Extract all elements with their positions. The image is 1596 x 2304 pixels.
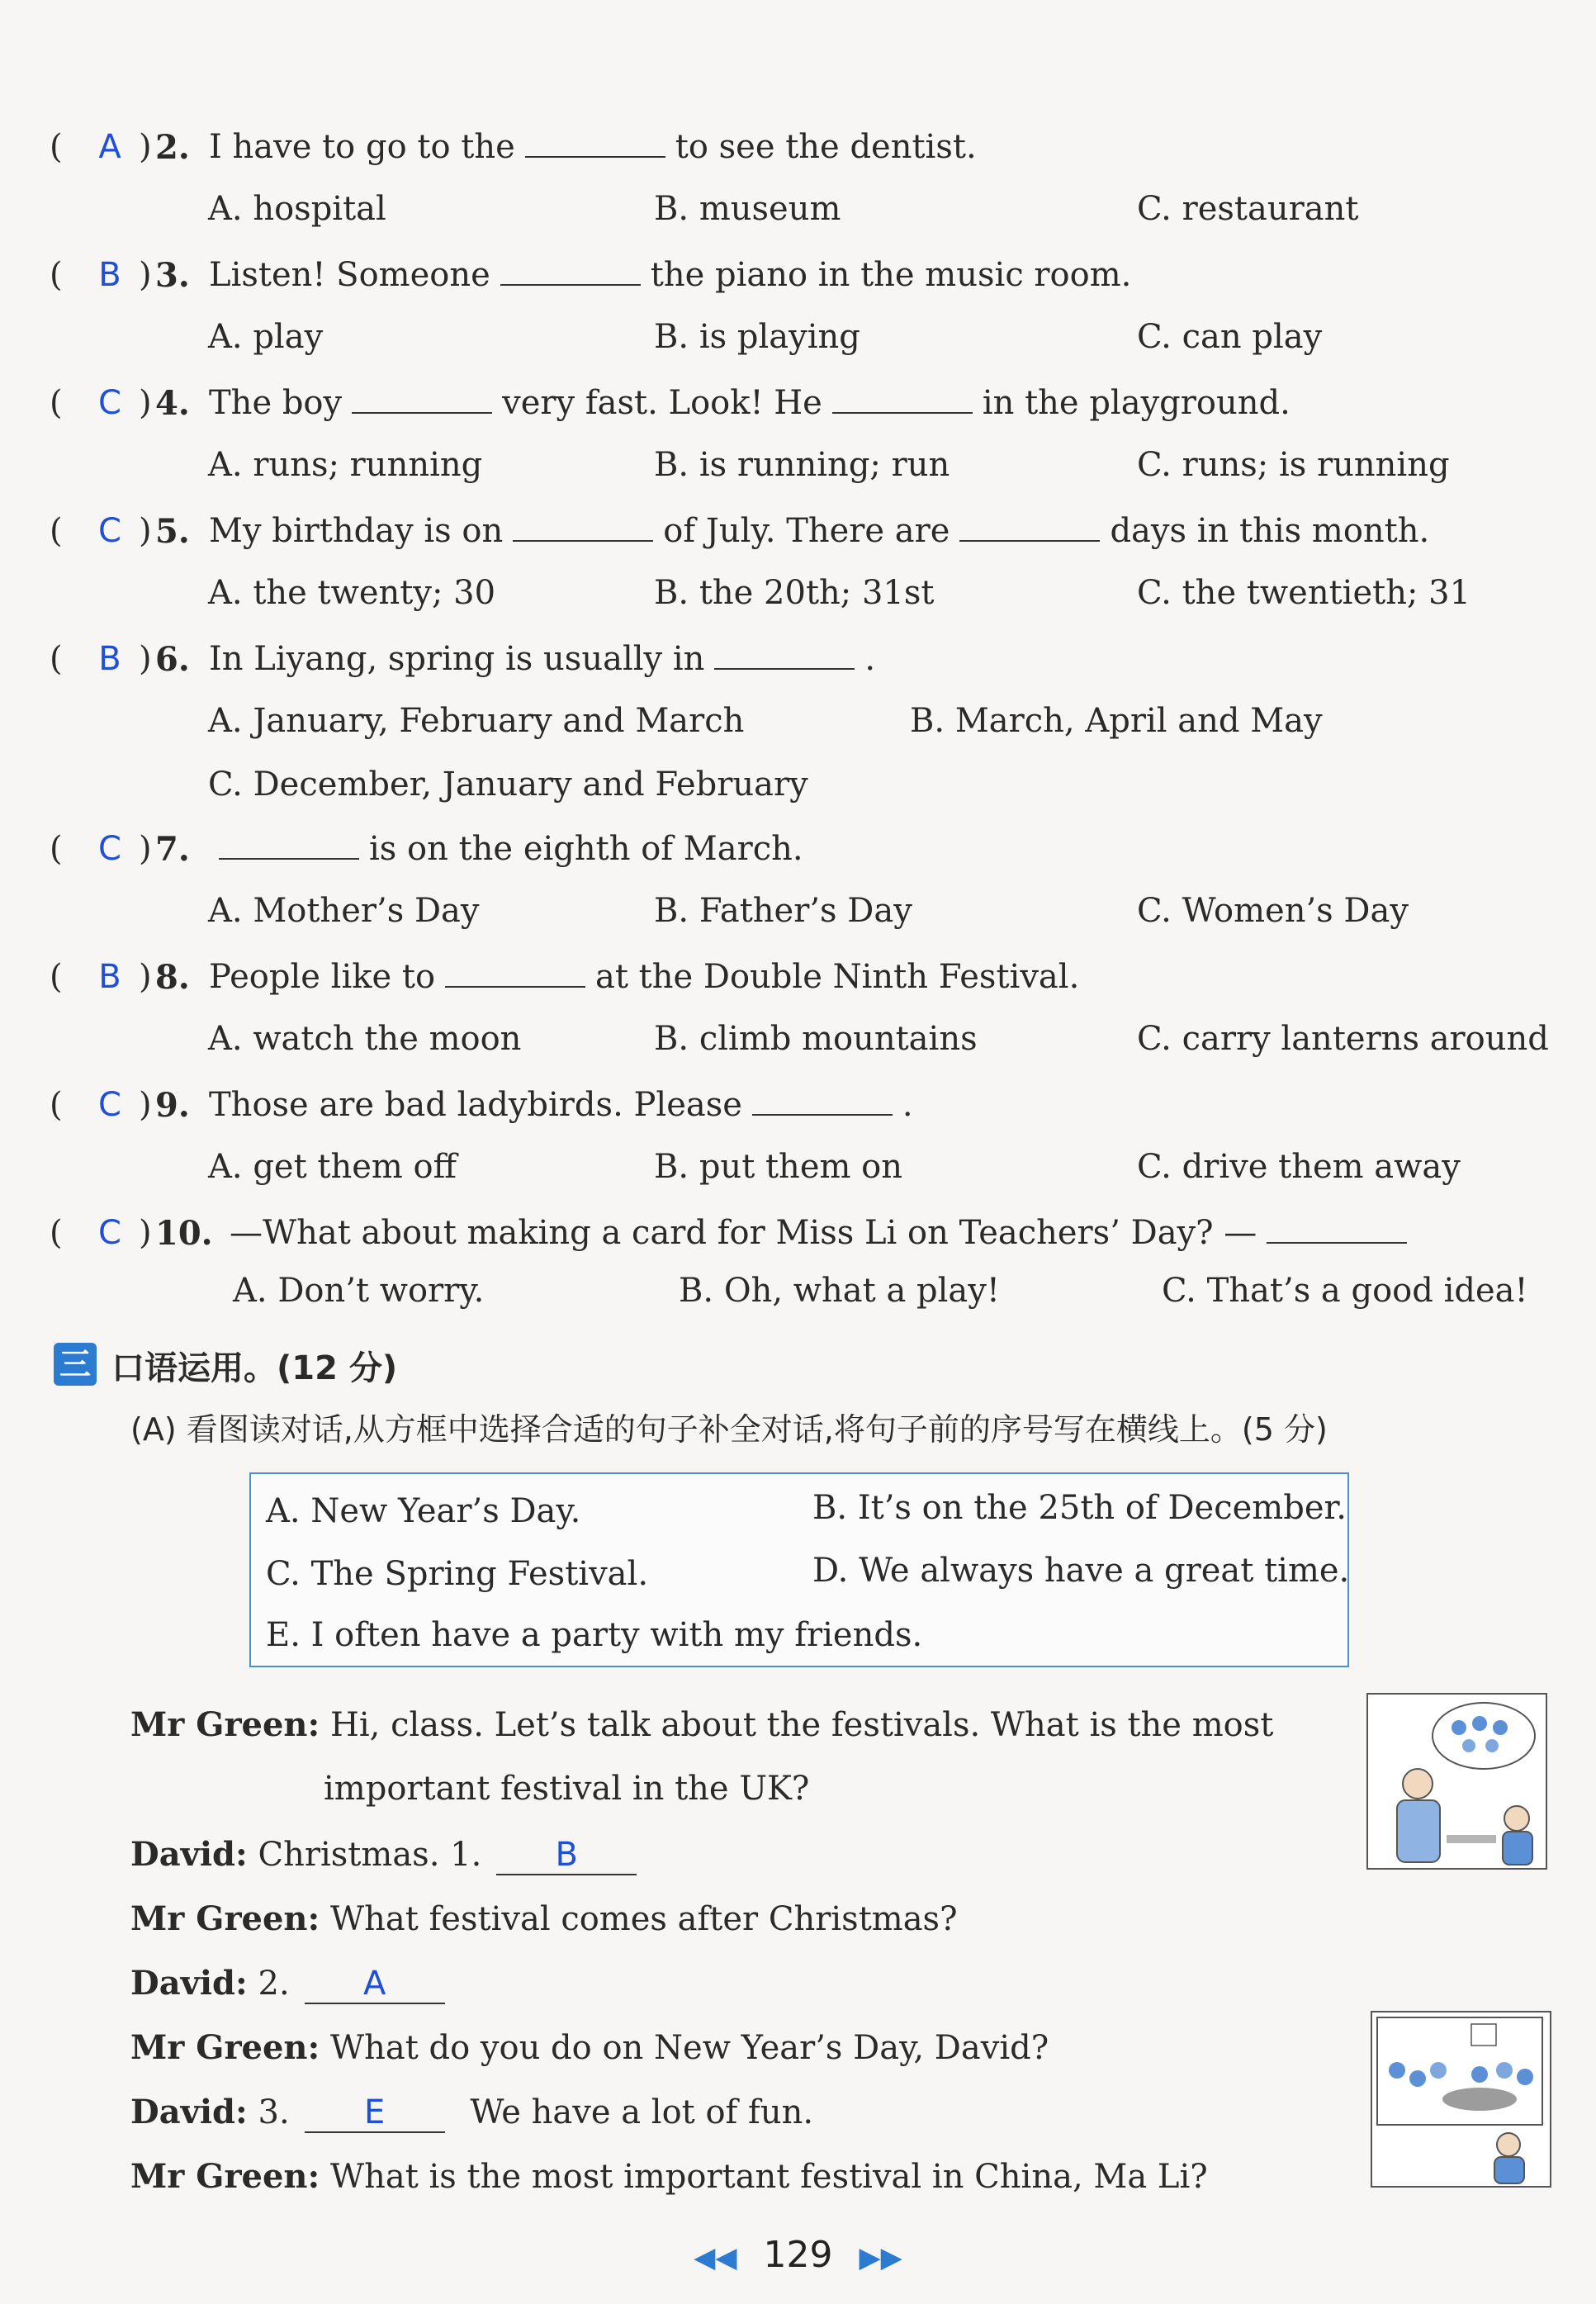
option-c[interactable]: C. carry lanterns around [1137,1020,1549,1058]
section-number-badge: 三 [54,1343,97,1386]
dialogue-line-4 [130,1899,958,1938]
close-paren: ) [139,384,152,422]
answer-blank[interactable] [1267,1216,1407,1244]
dialogue-line-1 [130,1705,1273,1744]
answer-choice[interactable]: C [98,830,121,868]
option-a[interactable]: A. runs; running [208,446,483,484]
question-number: 3. [155,256,190,295]
option-b[interactable]: B. is running; run [654,446,950,484]
next-arrows-icon: ▶▶ [859,2241,902,2274]
question-stem [230,1214,1417,1252]
close-paren: ) [139,1214,152,1252]
question-row [50,640,1536,706]
open-paren: ( [50,830,63,868]
answer-blank[interactable] [832,386,973,414]
question-stem [209,640,875,678]
options-row [208,1020,1549,1069]
stem-text: at the Double Ninth Festival. [595,958,1080,996]
speaker: David: [130,2093,248,2131]
option-a[interactable]: A. get them off [208,1148,457,1186]
option-c[interactable]: C. the twentieth; 31 [1137,574,1471,612]
box-option-a: A. New Year’s Day. [266,1492,581,1530]
answer-blank[interactable] [714,642,855,670]
options-box [249,1472,1349,1667]
stem-text: . [902,1086,913,1124]
option-c[interactable]: C. December, January and February [208,766,808,804]
stem-text: Listen! Someone [209,256,490,294]
option-b[interactable]: B. climb mountains [654,1020,978,1058]
options-row [208,1148,1546,1197]
question-number: 10. [155,1214,213,1253]
line-text: important festival in the UK? [324,1770,810,1808]
question-row [50,128,1536,194]
page-number: 129 [763,2234,833,2276]
option-c[interactable]: C. That’s a good idea! [1162,1272,1528,1310]
stem-text: . [864,640,876,678]
stem-text: My birthday is on [209,512,504,550]
option-c[interactable]: C. restaurant [1137,190,1359,228]
answer-blank[interactable] [513,514,653,542]
stem-text: I have to go to the [209,128,515,166]
question-number: 2. [155,128,190,167]
option-a[interactable]: A. the twenty; 30 [208,574,496,612]
option-b[interactable]: B. museum [654,190,841,228]
open-paren: ( [50,1214,63,1252]
answer-blank[interactable] [445,960,585,988]
question-stem [209,958,1079,996]
box-option-e: E. I often have a party with my friends. [266,1616,923,1654]
answer-choice[interactable]: B [98,256,121,294]
line-text: 3. [258,2093,290,2131]
illustration-drawing [1372,2012,1550,2186]
answer-blank[interactable] [500,258,641,286]
line-text: What do you do on New Year’s Day, David? [329,2029,1049,2067]
section-header [54,1342,397,1391]
answer-fill-3[interactable]: E [305,2093,445,2133]
options-row [208,190,1546,239]
open-paren: ( [50,128,63,166]
option-c[interactable]: C. runs; is running [1137,446,1450,484]
speaker: Mr Green: [130,2028,320,2067]
instruction-text: (A) 看图读对话,从方框中选择合适的句子补全对话,将句子前的序号写在横线上。(5 分) [130,1411,1328,1448]
stem-text: The boy [209,384,343,422]
answer-choice[interactable]: A [98,128,121,166]
line-text: What festival comes after Christmas? [329,1900,958,1938]
illustration-drawing [1368,1695,1546,1868]
dialogue-line-7 [130,2093,813,2133]
answer-choice[interactable]: C [98,512,121,550]
dialogue-line-5 [130,1964,445,2004]
question-stem [209,128,977,166]
question-row [50,830,1536,896]
answer-fill-1[interactable]: B [496,1836,637,1875]
answer-fill-2[interactable]: A [305,1965,445,2004]
close-paren: ) [139,128,152,166]
answer-blank[interactable] [959,514,1100,542]
option-c[interactable]: C. drive them away [1137,1148,1461,1186]
line-text: Christmas. 1. [258,1836,482,1874]
stem-text: is on the eighth of March. [369,830,803,868]
options-row [208,446,1546,495]
question-number: 7. [155,830,190,869]
option-b[interactable]: B. March, April and May [910,702,1323,740]
answer-choice[interactable]: C [98,384,121,422]
stem-text: very fast. Look! He [502,384,822,422]
answer-blank[interactable] [352,386,492,414]
line-text: 2. [258,1965,290,2003]
option-b[interactable]: B. put them on [654,1148,902,1186]
options-row [208,766,1546,815]
stem-text: In Liyang, spring is usually in [209,640,705,678]
option-a[interactable]: A. hospital [208,190,386,228]
options-row [208,318,1546,367]
answer-choice[interactable]: C [98,1086,121,1124]
option-c[interactable]: C. Women’s Day [1137,892,1409,930]
open-paren: ( [50,640,63,678]
option-a[interactable]: A. watch the moon [208,1020,522,1058]
box-option-b: B. It’s on the 25th of December. [812,1489,1347,1527]
option-b[interactable]: B. is playing [654,318,860,356]
speaker: Mr Green: [130,1899,320,1938]
question-row [50,1214,1536,1280]
option-b[interactable]: B. Father’s Day [654,892,912,930]
question-stem [209,256,1131,294]
section-title: 口语运用。(12 分) [111,1349,398,1387]
close-paren: ) [139,958,152,996]
stem-text: the piano in the music room. [650,256,1132,294]
answer-choice[interactable]: B [98,958,121,996]
speaker: David: [130,1964,248,2003]
question-stem [209,384,1291,422]
close-paren: ) [139,512,152,550]
answer-choice[interactable]: C [98,1214,121,1252]
options-row [208,702,1546,751]
dialogue-line-3 [130,1835,637,1875]
question-number: 5. [155,512,190,551]
options-row [208,892,1546,941]
stem-text: to see the dentist. [675,128,977,166]
question-stem [209,830,803,868]
dialogue-line-6 [130,2028,1049,2067]
line-text: What is the most important festival in China, Ma Li? [329,2158,1208,2196]
question-row [50,512,1536,578]
question-row [50,1086,1536,1152]
speaker: Mr Green: [130,2157,320,2196]
open-paren: ( [50,958,63,996]
close-paren: ) [139,1086,152,1124]
option-a[interactable]: A. play [208,318,324,356]
box-option-c: C. The Spring Festival. [266,1555,649,1593]
stem-text: Those are bad ladybirds. Please [209,1086,742,1124]
answer-choice[interactable]: B [98,640,121,678]
box-option-d: D. We always have a great time. [812,1552,1350,1590]
close-paren: ) [139,640,152,678]
close-paren: ) [139,830,152,868]
speaker: Mr Green: [130,1705,320,1744]
stem-text: —What about making a card for Miss Li on Teachers’ Day? — [230,1214,1257,1252]
answer-blank[interactable] [219,832,359,860]
answer-blank[interactable] [752,1088,893,1116]
options-row [233,1272,1570,1321]
open-paren: ( [50,384,63,422]
options-row [208,574,1546,623]
answer-blank[interactable] [525,130,665,158]
page-footer [0,2234,1596,2276]
dialogue-line-8 [130,2157,1208,2196]
open-paren: ( [50,256,63,294]
question-number: 8. [155,958,190,997]
question-number: 4. [155,384,190,423]
question-number: 9. [155,1086,190,1125]
question-row [50,958,1536,1024]
option-a[interactable]: A. Don’t worry. [233,1272,485,1310]
question-stem [209,1086,913,1124]
speaker: David: [130,1835,248,1874]
question-row [50,256,1536,322]
illustration-party [1371,2011,1551,2188]
stem-text: People like to [209,958,436,996]
option-b[interactable]: B. the 20th; 31st [654,574,935,612]
illustration-teacher-student [1366,1693,1547,1870]
line-text-after: We have a lot of fun. [470,2093,814,2131]
option-a[interactable]: A. January, February and March [208,702,745,740]
option-b[interactable]: B. Oh, what a play! [679,1272,1000,1310]
open-paren: ( [50,1086,63,1124]
prev-arrows-icon: ◀◀ [694,2241,737,2274]
option-c[interactable]: C. can play [1137,318,1323,356]
open-paren: ( [50,512,63,550]
line-text: Hi, class. Let’s talk about the festivals. What is the most [329,1706,1274,1744]
option-a[interactable]: A. Mother’s Day [208,892,480,930]
stem-text: in the playground. [982,384,1291,422]
close-paren: ) [139,256,152,294]
question-number: 6. [155,640,190,679]
question-row [50,384,1536,450]
stem-text: days in this month. [1110,512,1430,550]
dialogue-line-2 [324,1770,809,1808]
stem-text: of July. There are [663,512,950,550]
question-stem [209,512,1429,550]
